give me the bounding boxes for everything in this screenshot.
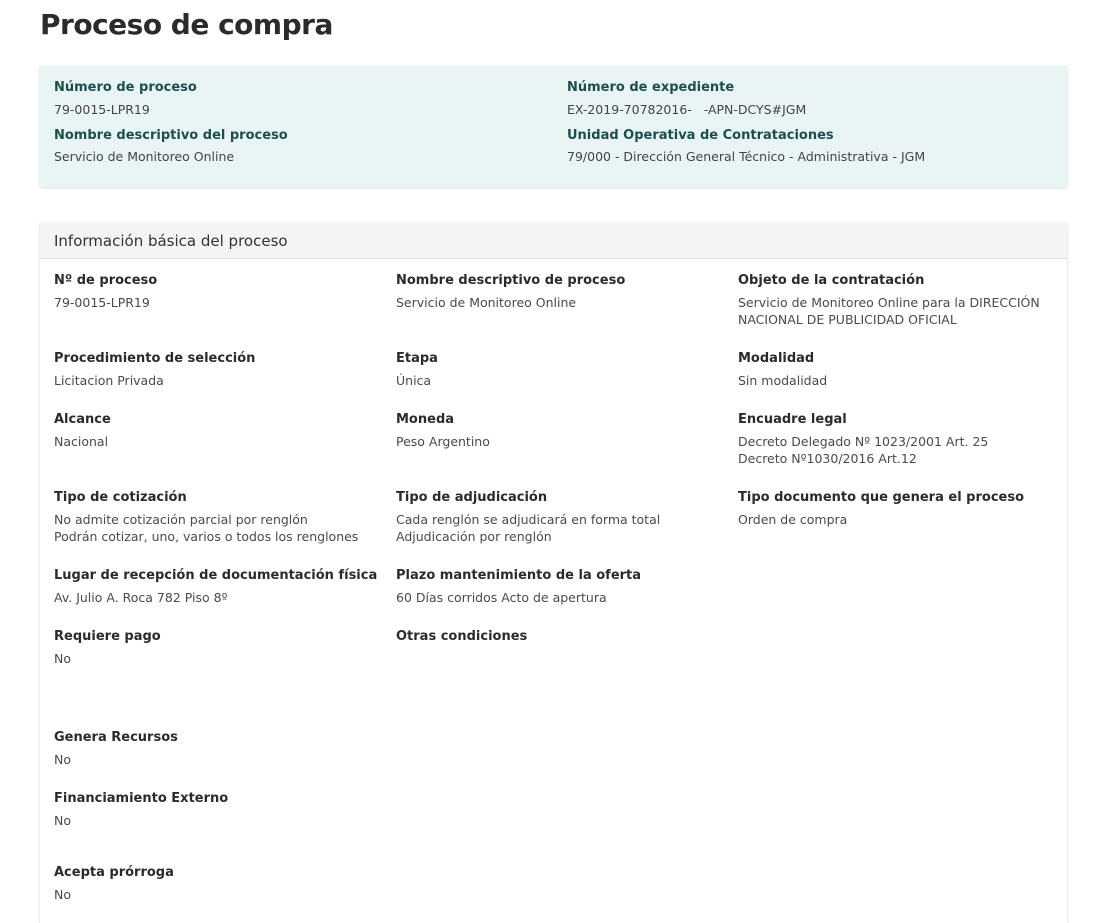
- field-value: [396, 372, 726, 389]
- field-value: [54, 294, 384, 311]
- field-requiere-pago: [54, 628, 384, 667]
- field-label: Modalidad: [738, 351, 815, 366]
- page-title: Proceso de compra: [40, 8, 333, 41]
- field-value-line: No admite cotización parcial por renglón: [54, 512, 308, 527]
- field-genera-recursos: [54, 729, 384, 768]
- field-value: [54, 372, 384, 389]
- field-value-line: Servicio de Monitoreo Online para la DIRECCIÓN: [738, 295, 1040, 310]
- field-value-line: Adjudicación por renglón: [396, 529, 552, 544]
- field-tipo-documento: [738, 489, 1068, 528]
- field-procedimiento-seleccion: [54, 350, 384, 389]
- nombre-descriptivo-label: Nombre descriptivo del proceso: [54, 128, 288, 143]
- field-tipo-cotizacion: [54, 489, 384, 545]
- field-label: Procedimiento de selección: [54, 351, 256, 366]
- field-label: Objeto de la contratación: [738, 273, 925, 288]
- field-value-line: Av. Julio A. Roca 782 Piso 8º: [54, 590, 228, 605]
- field-label: Etapa: [396, 351, 438, 366]
- field-objeto-contratacion: [738, 272, 1068, 328]
- field-value: [396, 511, 726, 545]
- field-value-line: 79-0015-LPR19: [54, 295, 150, 310]
- field-label: Plazo mantenimiento de la oferta: [396, 568, 642, 583]
- numero-proceso-value: 79-0015-LPR19: [54, 102, 150, 117]
- field-value: [396, 294, 726, 311]
- field-value-line: No: [54, 813, 71, 828]
- field-label: Tipo de cotización: [54, 490, 187, 505]
- field-otras-condiciones: [396, 628, 726, 646]
- field-lugar-recepcion: [54, 567, 384, 606]
- field-acepta-prorroga: [54, 864, 384, 903]
- field-label: Financiamiento Externo: [54, 791, 229, 806]
- field-label: Requiere pago: [54, 629, 161, 644]
- field-value: [54, 812, 384, 829]
- nombre-descriptivo-value: Servicio de Monitoreo Online: [54, 149, 235, 164]
- numero-expediente-label: Número de expediente: [567, 80, 735, 95]
- field-encuadre-legal: [738, 411, 1068, 467]
- field-modalidad: [738, 350, 1068, 389]
- field-label: Acepta prórroga: [54, 865, 174, 880]
- basic-info-title: Información básica del proceso: [54, 232, 288, 250]
- field-value-line: No: [54, 887, 71, 902]
- field-value-line: No: [54, 651, 71, 666]
- field-alcance: [54, 411, 384, 450]
- field-nombre-descriptivo: [396, 272, 726, 311]
- field-value: [54, 511, 384, 545]
- field-label: Nombre descriptivo de proceso: [396, 273, 626, 288]
- field-label: Lugar de recepción de documentación física: [54, 568, 378, 583]
- numero-proceso-label: Número de proceso: [54, 80, 197, 95]
- field-value-line: Licitacion Privada: [54, 373, 164, 388]
- basic-info-header: [40, 223, 1067, 259]
- field-value-line: No: [54, 752, 71, 767]
- field-label: Tipo de adjudicación: [396, 490, 548, 505]
- field-value-line: NACIONAL DE PUBLICIDAD OFICIAL: [738, 312, 957, 327]
- field-value: [54, 650, 384, 667]
- field-value: [738, 372, 1068, 389]
- numero-expediente-value: EX-2019-70782016- -APN-DCYS#JGM: [567, 102, 807, 117]
- field-value-line: Sin modalidad: [738, 373, 828, 388]
- field-value-line: 60 Días corridos Acto de apertura: [396, 590, 607, 605]
- field-label: Tipo documento que genera el proceso: [738, 490, 1025, 505]
- field-value-line: Única: [396, 373, 432, 388]
- field-label: Nº de proceso: [54, 273, 158, 288]
- field-label: Moneda: [396, 412, 455, 427]
- field-moneda: [396, 411, 726, 450]
- field-value-line: Podrán cotizar, uno, varios o todos los renglones: [54, 529, 359, 544]
- field-label: Otras condiciones: [396, 629, 528, 644]
- field-label: Encuadre legal: [738, 412, 847, 427]
- field-value-line: Decreto Nº1030/2016 Art.12: [738, 451, 917, 466]
- field-etapa: [396, 350, 726, 389]
- field-value: [54, 751, 384, 768]
- field-value-line: Cada renglón se adjudicará en forma total: [396, 512, 661, 527]
- field-label: Genera Recursos: [54, 730, 178, 745]
- field-tipo-adjudicacion: [396, 489, 726, 545]
- field-financiamiento-externo: [54, 790, 384, 829]
- process-summary-card: [40, 66, 1067, 187]
- unidad-operativa-label: Unidad Operativa de Contrataciones: [567, 128, 834, 143]
- field-value: [54, 433, 384, 450]
- field-value: [396, 433, 726, 450]
- field-value-line: Servicio de Monitoreo Online: [396, 295, 577, 310]
- basic-info-card: [40, 223, 1067, 923]
- field-label: Alcance: [54, 412, 111, 427]
- field-value: [738, 433, 1068, 467]
- field-nro-proceso: [54, 272, 384, 311]
- field-value: [738, 294, 1068, 328]
- field-value: [54, 886, 384, 903]
- field-value: [738, 511, 1068, 528]
- field-plazo-mantenimiento: [396, 567, 726, 606]
- field-value-line: Orden de compra: [738, 512, 848, 527]
- field-value-line: Nacional: [54, 434, 109, 449]
- field-value-line: Decreto Delegado Nº 1023/2001 Art. 25: [738, 434, 989, 449]
- unidad-operativa-value: 79/000 - Dirección General Técnico - Administrativa - JGM: [567, 149, 926, 164]
- field-value: [396, 589, 726, 606]
- field-value-line: Peso Argentino: [396, 434, 490, 449]
- field-value: [54, 589, 384, 606]
